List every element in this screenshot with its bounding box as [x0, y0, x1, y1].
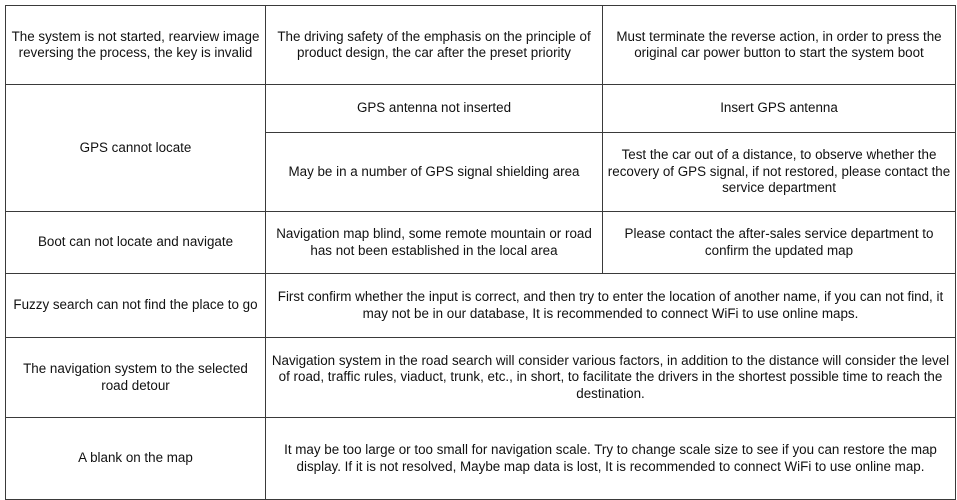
solution-cell: Please contact the after-sales service department to confirm the updated map	[603, 212, 956, 274]
table-row	[6, 212, 956, 274]
answer-cell: Navigation system in the road search will consider various factors, in addition to the distance will consider the level of road, traffic rules, viaduct, trunk, etc., in short, to facilitate the drivers in the shortest possible time to reach the destination.	[266, 338, 956, 418]
solution-cell: Insert GPS antenna	[603, 85, 956, 133]
solution-cell: Must terminate the reverse action, in order to press the original car power button to start the system boot	[603, 6, 956, 85]
answer-cell: First confirm whether the input is correct, and then try to enter the location of another name, if you can not find, it may not be in our database, It is recommended to connect WiFi to use online maps.	[266, 274, 956, 338]
problem-cell: Fuzzy search can not find the place to go	[6, 274, 266, 338]
table-row	[6, 338, 956, 418]
problem-cell: GPS cannot locate	[6, 85, 266, 212]
answer-cell: It may be too large or too small for navigation scale. Try to change scale size to see if you can restore the map display. If it is not resolved, Maybe map data is lost, It is recommended to connect WiFi to use online map.	[266, 418, 956, 500]
table-row	[6, 418, 956, 500]
table-row	[6, 274, 956, 338]
cause-cell: Navigation map blind, some remote mountain or road has not been established in the local area	[266, 212, 603, 274]
problem-cell: The navigation system to the selected road detour	[6, 338, 266, 418]
problem-cell: Boot can not locate and navigate	[6, 212, 266, 274]
troubleshooting-table-container	[5, 5, 956, 500]
cause-cell: GPS antenna not inserted	[266, 85, 603, 133]
problem-cell: A blank on the map	[6, 418, 266, 500]
problem-cell: The system is not started, rearview image reversing the process, the key is invalid	[6, 6, 266, 85]
solution-cell: Test the car out of a distance, to observe whether the recovery of GPS signal, if not restored, please contact the service department	[603, 133, 956, 212]
table-row	[6, 6, 956, 85]
table-row	[6, 85, 956, 133]
cause-cell: May be in a number of GPS signal shielding area	[266, 133, 603, 212]
cause-cell: The driving safety of the emphasis on the principle of product design, the car after the preset priority	[266, 6, 603, 85]
troubleshooting-table	[5, 5, 956, 500]
